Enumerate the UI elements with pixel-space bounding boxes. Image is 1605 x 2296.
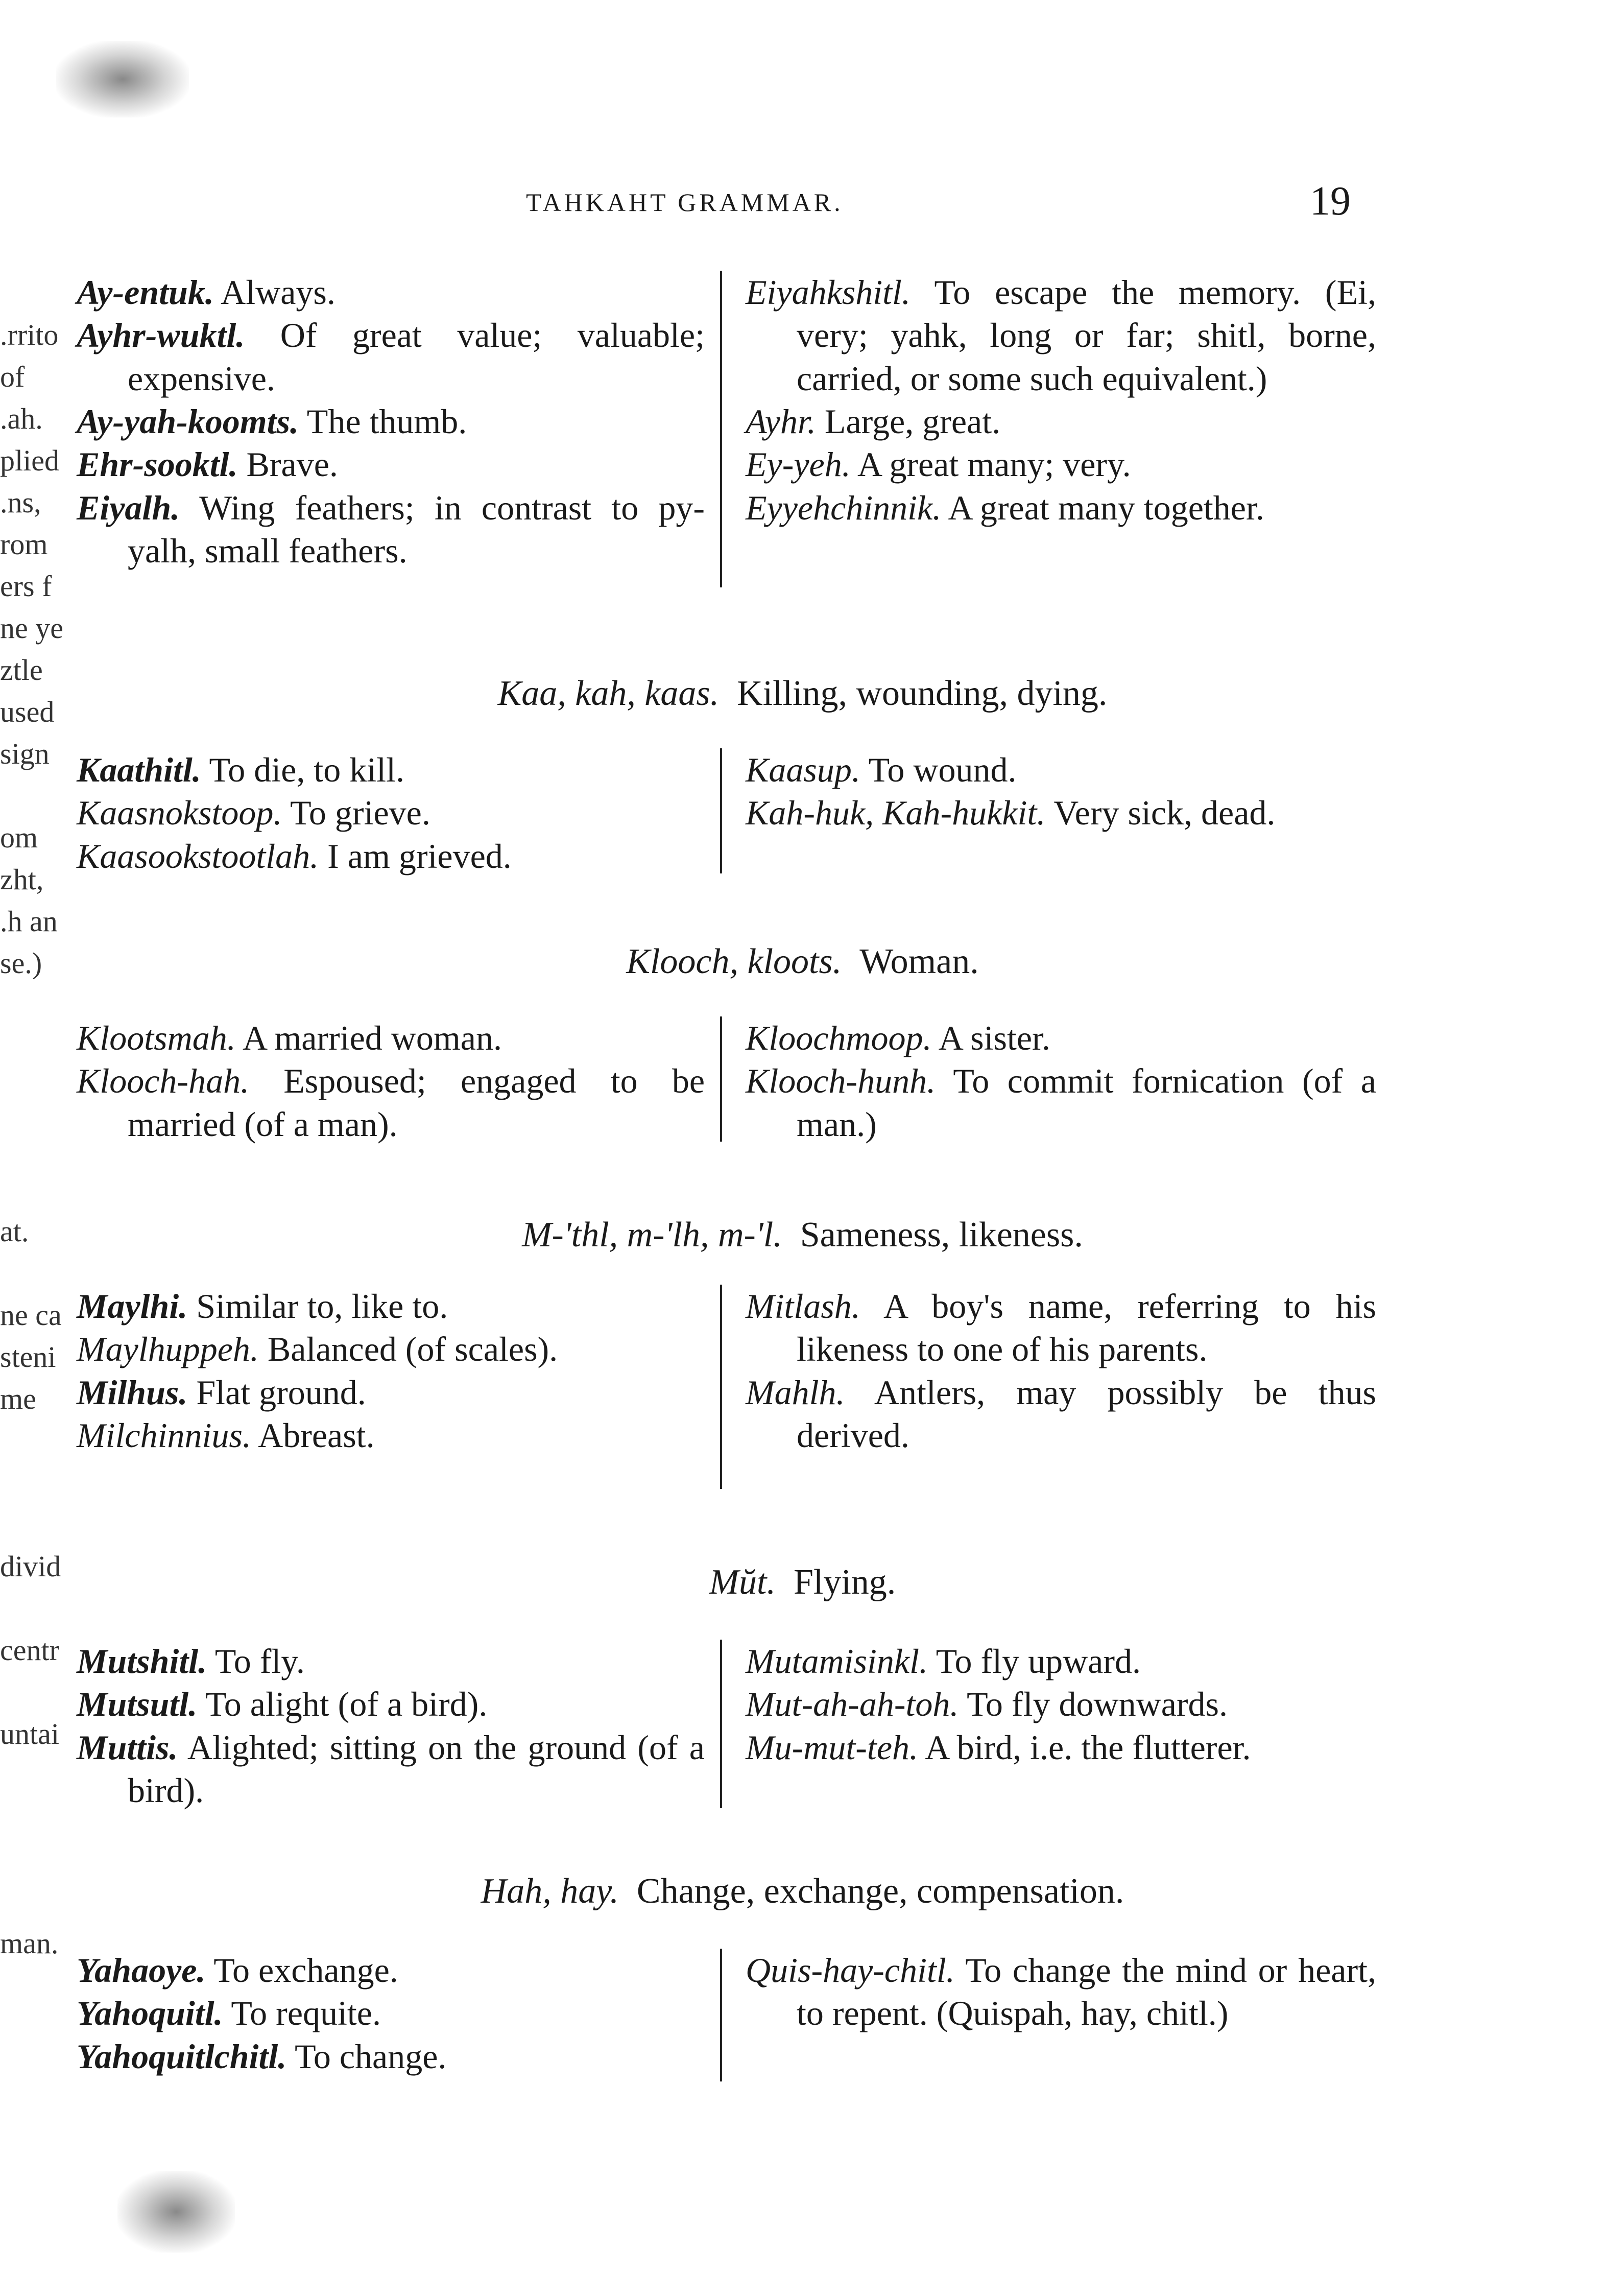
- column-divider: [720, 748, 722, 873]
- entry-term: Mitlash.: [746, 1287, 860, 1325]
- entry-term: Kloochmoop.: [746, 1019, 932, 1057]
- edge-fragment: [0, 1883, 77, 1925]
- section-mut-entries: [0, 1640, 1605, 1813]
- edge-fragment: [0, 1674, 77, 1716]
- section-a-entries: [0, 271, 1605, 598]
- entry-definition: Abreast.: [251, 1415, 375, 1455]
- entry-term: Muttis.: [77, 1727, 178, 1767]
- entry: [77, 1328, 705, 1370]
- edge-fragment: zht,: [0, 863, 44, 896]
- left-column: [77, 748, 705, 878]
- root-forms: Klooch, kloots.: [626, 942, 842, 981]
- entry-definition: To commit fornication (of a man.): [797, 1061, 1376, 1144]
- root-meaning: Killing, wounding, dying.: [737, 674, 1108, 713]
- column-divider: [720, 1285, 722, 1489]
- entry-term: Ay-yah-koomts.: [77, 401, 299, 441]
- root-forms: M-'thl, m-'lh, m-'l.: [522, 1215, 782, 1254]
- entry-definition: A bird, i.e. the flutterer.: [918, 1727, 1251, 1767]
- column-divider: [720, 1949, 722, 2081]
- section-klooch-entries: [0, 1016, 1605, 1149]
- entry: [77, 1992, 705, 2034]
- edge-fragment: [0, 1423, 77, 1464]
- entry-term: Mutshitl.: [77, 1642, 207, 1680]
- page-number: 19: [1310, 179, 1351, 224]
- root-forms: Hah, hay.: [481, 1872, 619, 1911]
- edge-fragment: rom: [0, 528, 48, 561]
- entry: [77, 748, 705, 791]
- entry: [746, 1371, 1376, 1457]
- right-column: [746, 1016, 1376, 1146]
- entry: [77, 271, 705, 314]
- entry-term: Kah-huk, Kah-hukkit.: [746, 793, 1046, 833]
- entry: [77, 1683, 705, 1725]
- edge-fragment: ne ca: [0, 1298, 62, 1332]
- root-forms: Mŭt.: [709, 1563, 776, 1602]
- entry-term: Klooch-hah.: [77, 1061, 250, 1101]
- root-heading: [0, 1213, 1605, 1258]
- scan-smudge-bottom: [117, 2171, 235, 2253]
- entry-term: Milchinnius.: [77, 1415, 251, 1455]
- column-divider: [720, 1640, 722, 1808]
- right-column: [746, 748, 1376, 835]
- edge-fragment: [0, 1506, 77, 1548]
- entry-term: Eyyehchinnik.: [746, 488, 942, 527]
- entry-definition: A sister.: [931, 1019, 1050, 1057]
- entry-term: Yahoquitlchitl.: [77, 2037, 287, 2076]
- edge-fragment: se.): [0, 946, 42, 980]
- left-column: [77, 1016, 705, 1146]
- entry-definition: Alighted; sitting on the ground (of a bird).: [128, 1727, 705, 1810]
- entry: [77, 400, 705, 443]
- entry: [746, 400, 1376, 443]
- entry-definition: To die, to kill.: [201, 750, 404, 789]
- entry: [77, 443, 705, 486]
- entry: [746, 443, 1376, 486]
- edge-fragment: steni: [0, 1340, 56, 1374]
- entry-definition: A great many; very.: [850, 445, 1131, 484]
- entry-definition: Large, great.: [816, 401, 1001, 441]
- entry-definition: Flat ground.: [187, 1372, 366, 1412]
- entry: [77, 1016, 705, 1059]
- entry-definition: A great many together.: [941, 488, 1264, 527]
- root-meaning: Woman.: [859, 942, 979, 981]
- entry-term: Mutsutl.: [77, 1685, 198, 1724]
- edge-fragment: used: [0, 695, 55, 728]
- column-divider: [720, 1016, 722, 1142]
- entry-term: Yahoquitl.: [77, 1994, 223, 2033]
- section-hah-entries: [0, 1949, 1605, 2102]
- entry-term: Milhus.: [77, 1372, 188, 1412]
- edge-fragment: divid: [0, 1550, 61, 1583]
- edge-fragment: om: [0, 821, 38, 854]
- entry: [746, 486, 1376, 529]
- entry: [77, 1059, 705, 1146]
- section-kaa-entries: [0, 748, 1605, 881]
- entry-term: Mutamisinkl.: [746, 1642, 928, 1680]
- edge-fragment: ers f: [0, 570, 52, 603]
- entry: [77, 486, 705, 573]
- entry-term: Mu-mut-teh.: [746, 1727, 919, 1767]
- entry-definition: To alight (of a bird).: [197, 1685, 488, 1724]
- entry: [746, 1059, 1376, 1146]
- edge-fragments-mid: [0, 1213, 77, 1967]
- edge-fragment: ztle: [0, 653, 43, 687]
- entry: [746, 1640, 1376, 1683]
- entry-term: Kaathitl.: [77, 750, 201, 789]
- edge-fragment: [0, 1758, 77, 1800]
- edge-fragment: me: [0, 1382, 36, 1415]
- edge-fragment: .rrito: [0, 318, 59, 351]
- entry: [77, 1949, 705, 1992]
- entry: [77, 835, 705, 878]
- entry: [746, 791, 1376, 834]
- entry-term: Mahlh.: [746, 1372, 845, 1412]
- entry-definition: To escape the memory. (Ei, very; yahk, long or far; shitl, borne, carried, or some such equivalent.): [797, 273, 1376, 398]
- edge-fragment: [0, 1255, 77, 1297]
- entry-definition: To fly downwards.: [959, 1685, 1228, 1724]
- edge-fragment: [0, 777, 77, 819]
- entry-definition: Of great value; valuable; expensive.: [128, 316, 705, 398]
- entry-definition: A married woman.: [235, 1019, 502, 1057]
- entry-term: Eiyahkshitl.: [746, 273, 911, 312]
- edge-fragment: plied: [0, 444, 59, 477]
- entry-term: Kaasup.: [746, 750, 860, 789]
- entry: [77, 2035, 705, 2078]
- entry: [746, 271, 1376, 400]
- root-meaning: Change, exchange, compensation.: [636, 1872, 1124, 1911]
- entry-term: Maylhuppeh.: [77, 1330, 259, 1369]
- entry: [77, 791, 705, 834]
- edge-fragment: .h an: [0, 905, 58, 938]
- edge-fragments-top: [0, 317, 77, 987]
- entry-definition: To grieve.: [282, 793, 430, 833]
- root-heading: [0, 940, 1605, 984]
- entry-term: Eiyalh.: [77, 488, 180, 527]
- entry-term: Klooch-hunh.: [746, 1061, 936, 1101]
- entry-term: Maylhi.: [77, 1287, 188, 1325]
- edge-fragment: .ns,: [0, 486, 41, 519]
- entry-definition: The thumb.: [299, 401, 467, 441]
- entry-term: Kaasnokstoop.: [77, 793, 282, 833]
- left-column: [77, 1285, 705, 1457]
- right-column: [746, 1949, 1376, 2035]
- edge-fragment: [0, 1800, 77, 1841]
- scan-smudge-top: [56, 41, 189, 117]
- entry: [77, 1414, 705, 1457]
- entry-definition: To fly upward.: [927, 1642, 1141, 1680]
- root-forms: Kaa, kah, kaas.: [497, 674, 720, 713]
- edge-fragment: [0, 1841, 77, 1883]
- entry-term: Yahaoye.: [77, 1951, 206, 1990]
- entry: [746, 748, 1376, 791]
- entry-definition: Balanced (of scales).: [258, 1330, 558, 1369]
- entry-definition: To wound.: [860, 750, 1017, 789]
- entry: [746, 1683, 1376, 1725]
- root-meaning: Sameness, likeness.: [800, 1215, 1083, 1254]
- edge-fragment: .ah.: [0, 402, 43, 435]
- right-column: [746, 1640, 1376, 1769]
- right-column: [746, 271, 1376, 529]
- entry: [746, 1949, 1376, 2035]
- edge-fragment: at.: [0, 1215, 29, 1248]
- edge-fragment: ne ye: [0, 611, 63, 645]
- page-header: [0, 176, 1605, 222]
- edge-fragment: of: [0, 360, 25, 393]
- entry-definition: Similar to, like to.: [187, 1287, 448, 1325]
- root-heading: [0, 1560, 1605, 1605]
- entry-definition: Always.: [213, 273, 336, 312]
- entry-definition: Antlers, may possibly be thus derived.: [797, 1372, 1376, 1455]
- entry-definition: To fly.: [207, 1642, 305, 1680]
- edge-fragment: centr: [0, 1634, 59, 1667]
- root-heading: [0, 1869, 1605, 1914]
- entry-term: Ehr-sooktl.: [77, 445, 238, 484]
- entry: [746, 1016, 1376, 1059]
- column-divider: [720, 271, 722, 587]
- entry: [77, 1285, 705, 1328]
- entry-term: Kaasookstootlah.: [77, 836, 319, 875]
- entry-term: Ayhr.: [746, 401, 816, 441]
- left-column: [77, 271, 705, 572]
- entry-definition: Brave.: [237, 445, 338, 484]
- entry-term: Mut-ah-ah-toh.: [746, 1685, 959, 1724]
- entry-term: Klootsmah.: [77, 1019, 236, 1057]
- entry-definition: Wing feathers; in contrast to py-yalh, small feathers.: [128, 488, 705, 570]
- edge-fragment: untai: [0, 1717, 59, 1750]
- entry: [77, 1371, 705, 1414]
- entry-term: Quis-hay-chitl.: [746, 1951, 955, 1990]
- entry: [77, 314, 705, 400]
- edge-fragment: [0, 1590, 77, 1632]
- left-column: [77, 1949, 705, 2078]
- entry-definition: Espoused; engaged to be married (of a man).: [128, 1061, 705, 1144]
- section-mthl-entries: [0, 1285, 1605, 1499]
- entry-term: Ey-yeh.: [746, 445, 851, 484]
- entry-definition: Very sick, dead.: [1045, 793, 1276, 833]
- right-column: [746, 1285, 1376, 1457]
- entry-definition: A boy's name, referring to his likeness to one of his parents.: [797, 1287, 1376, 1369]
- left-column: [77, 1640, 705, 1812]
- entry: [77, 1640, 705, 1683]
- running-title: TAHKAHT GRAMMAR.: [526, 188, 844, 217]
- entry-definition: To change.: [286, 2037, 447, 2076]
- edge-fragment: [0, 1464, 77, 1506]
- entry: [746, 1726, 1376, 1769]
- edge-fragment: sign: [0, 737, 50, 770]
- entry-term: Ay-entuk.: [77, 273, 214, 312]
- edge-fragment: man.: [0, 1927, 59, 1960]
- entry-definition: To change the mind or heart, to repent. (Quispah, hay, chitl.): [797, 1951, 1376, 2033]
- root-meaning: Flying.: [793, 1563, 896, 1602]
- entry-term: Ayhr-wuktl.: [77, 316, 245, 355]
- entry-definition: To exchange.: [205, 1951, 398, 1990]
- entry: [746, 1285, 1376, 1371]
- entry-definition: To requite.: [223, 1994, 381, 2033]
- entry: [77, 1726, 705, 1812]
- root-heading: [0, 672, 1605, 716]
- entry-definition: I am grieved.: [319, 836, 512, 875]
